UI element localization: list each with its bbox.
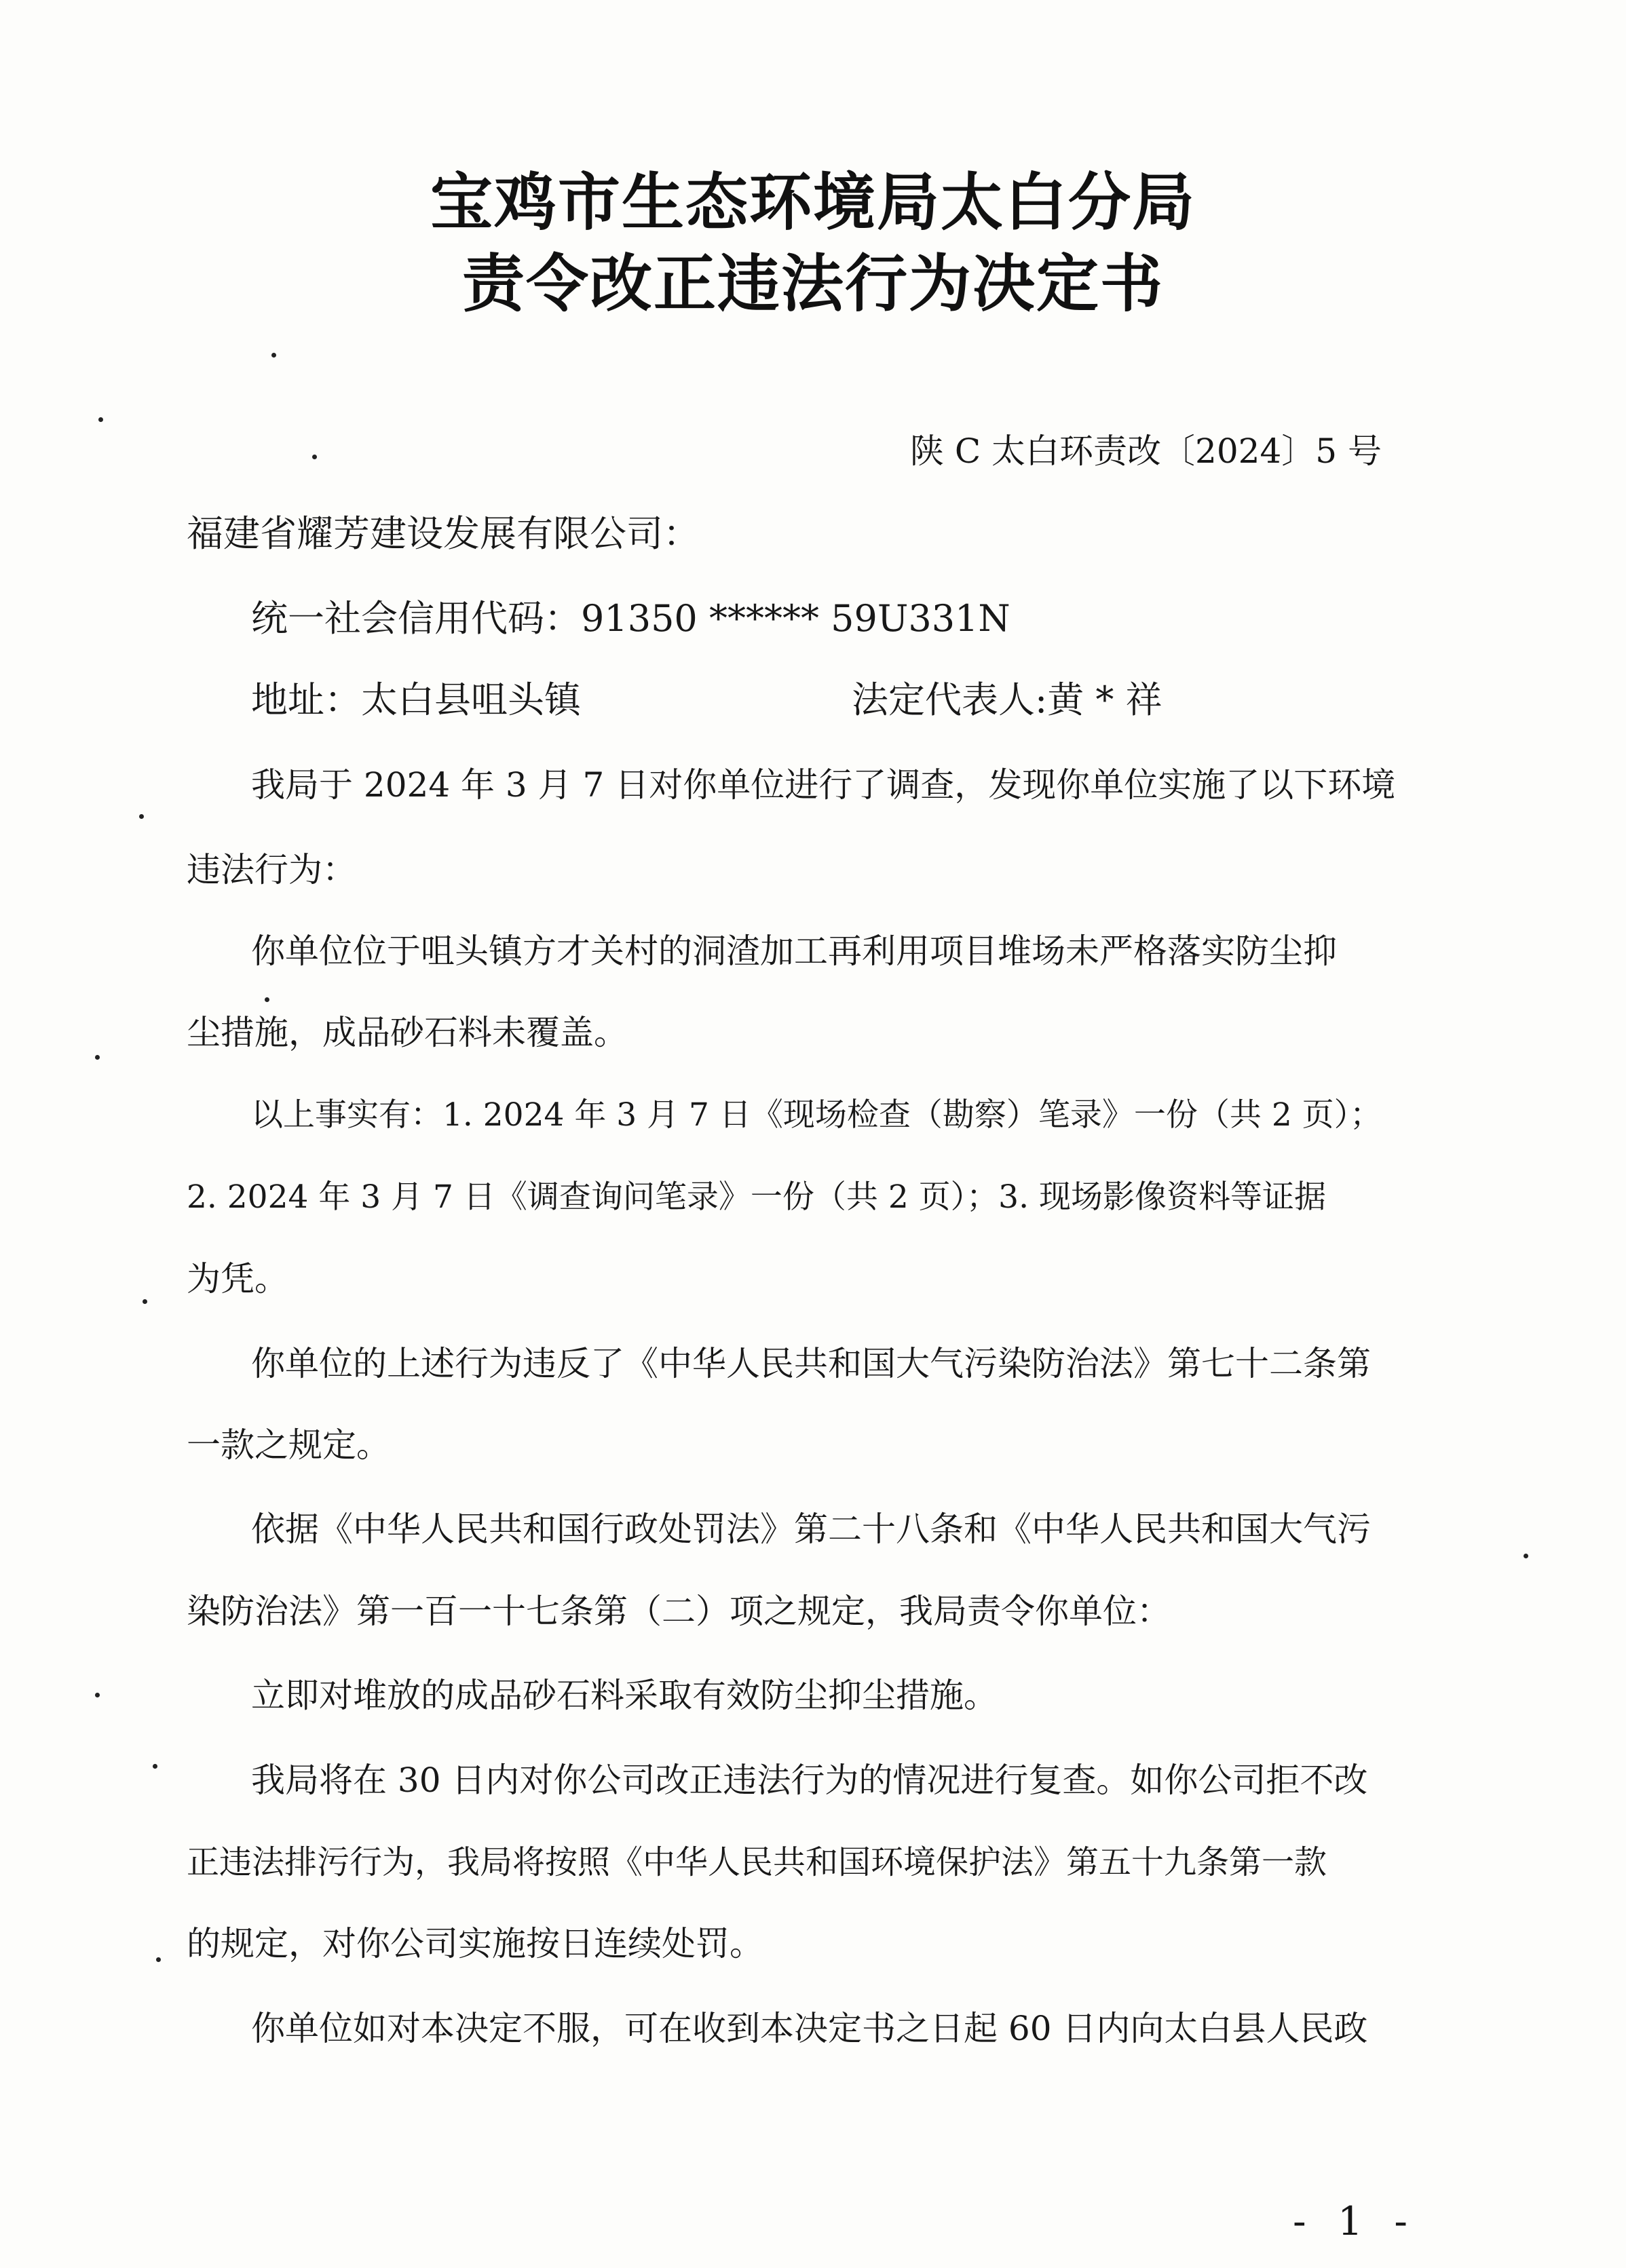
body-line: 染防治法》第一百一十七条第（二）项之规定，我局责令你单位：: [187, 1592, 1171, 1631]
scan-speck: [265, 997, 269, 1002]
scan-speck: [95, 1055, 100, 1060]
body-line: 2. 2024 年 3 月 7 日《调查询问笔录》一份（共 2 页）；3. 现场影像资料等证据: [187, 1178, 1326, 1216]
scan-speck: [143, 1299, 147, 1304]
scan-speck: [139, 814, 144, 819]
document-number: 陕 C 太白环责改〔2024〕5 号: [910, 431, 1382, 471]
credit-code: 统一社会信用代码：91350 ****** 59U331N: [251, 597, 1010, 640]
body-line: 你单位的上述行为违反了《中华人民共和国大气污染防治法》第七十二条第: [251, 1344, 1371, 1383]
body-line: 你单位位于咀头镇方才关村的洞渣加工再利用项目堆场未严格落实防尘抑: [251, 931, 1337, 971]
body-line: 你单位如对本决定不服，可在收到本决定书之日起 60 日内向太白县人民政: [251, 2009, 1368, 2048]
body-line: 立即对堆放的成品砂石料采取有效防尘抑尘措施。: [251, 1676, 998, 1715]
address: 地址：太白县咀头镇: [251, 678, 581, 721]
document-title-line-2: 责令改正违法行为决定书: [461, 247, 1164, 320]
body-line: 依据《中华人民共和国行政处罚法》第二十八条和《中华人民共和国大气污: [251, 1510, 1371, 1549]
scan-speck: [153, 1764, 157, 1769]
legal-representative: 法定代表人:黄 * 祥: [852, 678, 1162, 721]
body-line: 正违法排污行为，我局将按照《中华人民共和国环境保护法》第五十九条第一款: [187, 1843, 1327, 1881]
scan-speck: [1524, 1554, 1528, 1558]
body-line: 尘措施，成品砂石料未覆盖。: [187, 1013, 628, 1052]
recipient: 福建省耀芳建设发展有限公司：: [187, 512, 700, 555]
body-line: 我局于 2024 年 3 月 7 日对你单位进行了调查，发现你单位实施了以下环境: [251, 765, 1396, 805]
body-line: 一款之规定。: [187, 1425, 390, 1465]
scan-speck: [312, 455, 317, 459]
body-line: 我局将在 30 日内对你公司改正违法行为的情况进行复查。如你公司拒不改: [251, 1761, 1368, 1800]
scan-speck: [98, 417, 103, 422]
scan-speck: [271, 353, 276, 358]
scan-speck: [95, 1693, 100, 1697]
page-number: - 1 -: [1293, 2198, 1417, 2244]
document-title-line-1: 宝鸡市生态环境局太白分局: [430, 166, 1196, 239]
scan-speck: [156, 1957, 161, 1962]
body-line: 为凭。: [187, 1259, 288, 1299]
body-line: 的规定，对你公司实施按日连续处罚。: [187, 1924, 763, 1963]
body-line: 以上事实有：1. 2024 年 3 月 7 日《现场检查（勘察）笔录》一份（共 2 页）；: [251, 1096, 1382, 1134]
body-line: 违法行为：: [187, 850, 356, 889]
